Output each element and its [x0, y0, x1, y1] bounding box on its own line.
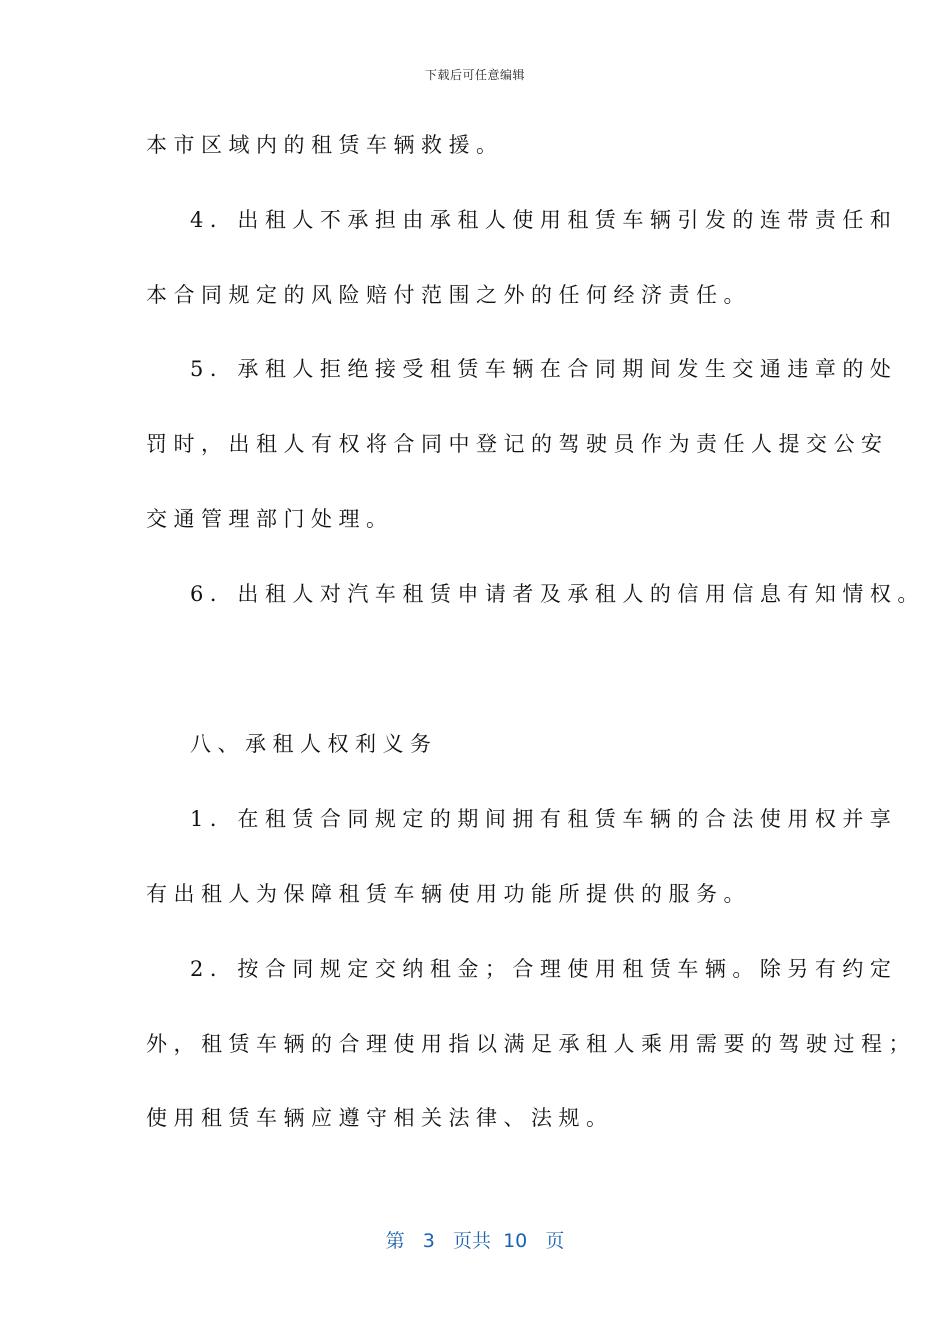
- paragraph-line: 使用租赁车辆应遵守相关法律、法规。: [146, 1106, 614, 1130]
- paragraph-line: 外，租赁车辆的合理使用指以满足承租人乘用需要的驾驶过程；: [146, 1032, 916, 1056]
- paragraph-line: 交通管理部门处理。: [146, 507, 394, 531]
- paragraph-line: 2．按合同规定交纳租金；合理使用租赁车辆。除另有约定: [190, 957, 898, 981]
- footer-prefix: 第: [385, 1230, 405, 1252]
- footer-suffix: 页: [545, 1230, 565, 1252]
- paragraph-line: 有出租人为保障租赁车辆使用功能所提供的服务。: [146, 882, 751, 906]
- footer-page-number: 3: [422, 1230, 435, 1252]
- footer-total-pages: 10: [503, 1230, 528, 1252]
- paragraph-line: 本合同规定的风险赔付范围之外的任何经济责任。: [146, 283, 751, 307]
- paragraph-line: 本市区域内的租赁车辆救援。: [146, 133, 504, 157]
- page-footer: [0, 1226, 950, 1253]
- paragraph-line: 1．在租赁合同规定的期间拥有租赁车辆的合法使用权并享: [190, 807, 898, 831]
- paragraph-line: 5．承租人拒绝接受租赁车辆在合同期间发生交通违章的处: [190, 357, 898, 381]
- footer-middle: 页共: [452, 1230, 491, 1252]
- paragraph-line: 罚时，出租人有权将合同中登记的驾驶员作为责任人提交公安: [146, 432, 889, 456]
- paragraph-line: 4．出租人不承担由承租人使用租赁车辆引发的连带责任和: [190, 208, 898, 232]
- paragraph-line: 6．出租人对汽车租赁申请者及承租人的信用信息有知情权。: [190, 582, 925, 606]
- page-header: 下载后可任意编辑: [424, 68, 525, 82]
- section-heading: 八、承租人权利义务: [190, 732, 438, 756]
